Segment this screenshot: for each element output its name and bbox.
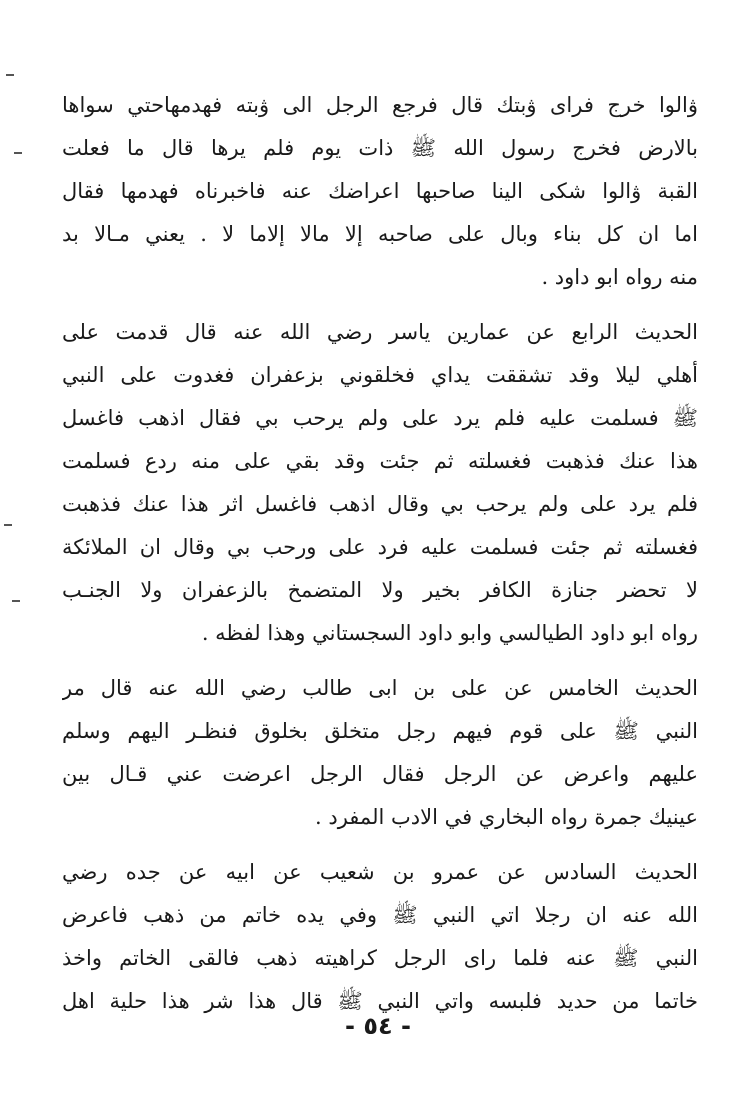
text-line: القبة ۋالوا شكى الينا صاحبها اعراضك عنه فاخبرناه فهدمها فقال [62,179,698,203]
margin-mark [4,524,12,526]
text-line: النبي ﷺ على قوم فيهم رجل متخلق بخلوق فنظـر اليهم وسلم [62,719,698,743]
paragraph-hadith-6 [62,851,698,1023]
text-line: الحديث الرابع عن عمارين ياسر رضي الله عنه قال قدمت على [62,320,698,344]
text-line: رواه ابو داود الطيالسي وابو داود السجستاني وهذا لفظه . [201,621,698,645]
text-line: هذا عنك فذهبت فغسلته ثم جئت وقد بقي على منه ردع فسلمت [62,449,698,473]
text-line: منه رواه ابو داود . [541,265,698,289]
text-line: ۋالوا خرج فراى ۋبتك قال فرجع الرجل الى ۋبته فهدمهاحتي سواها [62,93,698,117]
margin-mark [14,152,22,154]
text-line: عليهم واعرض عن الرجل فقال الرجل اعرضت عني قـال بين [62,762,698,786]
text-line: الحديث الخامس عن على بن ابى طالب رضي الله عنه قال مر [62,676,698,700]
margin-mark [6,74,14,76]
text-line: النبي ﷺ عنه فلما راى الرجل كراهيته ذهب فالقى الخاتم واخذ [62,946,698,970]
text-line: عينيك جمرة رواه البخاري في الادب المفرد . [315,805,698,829]
text-line: بالارض فخرج رسول الله ﷺ ذات يوم فلم يرها قال ما فعلت [62,136,698,160]
page-text [62,84,698,1023]
page-number: - ٥٤ - [345,1012,411,1040]
text-line: اما ان كل بناء وبال على صاحبه إلا مالا إلاما لا . يعني مـالا بد [62,222,698,246]
text-line: أهلي ليلا وقد تشققت يداي فخلقوني بزعفران فغدوت على النبي [62,363,698,387]
paragraph-hadith-4 [62,311,698,655]
margin-mark [12,600,20,602]
text-line: فلم يرد على ولم يرحب بي وقال اذهب فاغسل اثر هذا عنك فذهبت [62,492,698,516]
paragraph-continuation [62,84,698,299]
paragraph-hadith-5 [62,667,698,839]
text-line: خاتما من حديد فلبسه واتي النبي ﷺ قال هذا شر هذا حلية اهل [62,989,698,1013]
text-line: الله عنه ان رجلا اتي النبي ﷺ وفي يده خاتم من ذهب فاعرض [62,903,698,927]
text-line: فغسلته ثم جئت فسلمت عليه فرد على ورحب بي وقال ان الملائكة [62,535,698,559]
text-line: الحديث السادس عن عمرو بن شعيب عن ابيه عن جده رضي [62,860,698,884]
text-line: ﷺ فسلمت عليه فلم يرد على ولم يرحب بي فقال اذهب فاغسل [62,406,698,430]
text-line: لا تحضر جنازة الكافر بخير ولا المتضمخ بالزعفران ولا الجنـب [62,578,698,602]
